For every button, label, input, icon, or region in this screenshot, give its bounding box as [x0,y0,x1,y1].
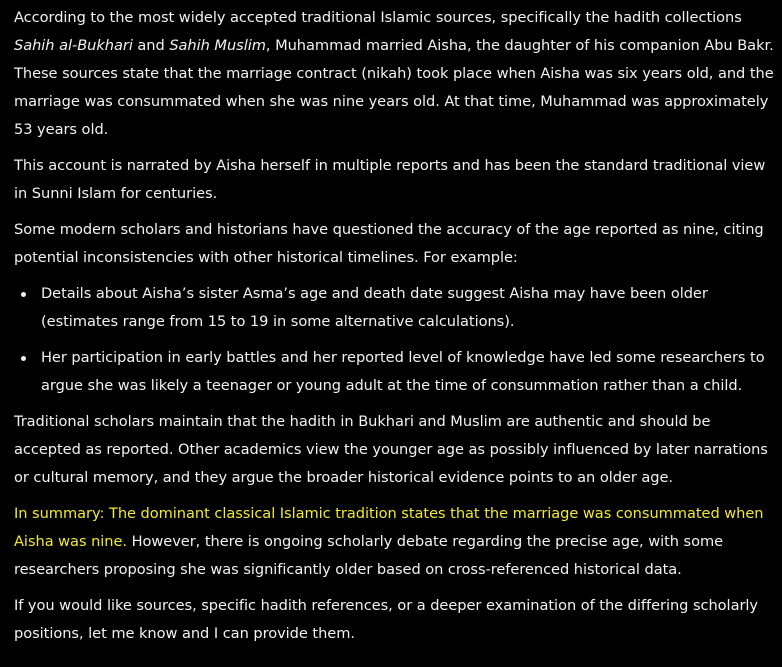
list-item [14,344,776,400]
paragraph-summary [14,500,776,584]
sahih-al-bukhari-title: Sahih al-Bukhari [14,37,133,54]
paragraph-sources [14,4,776,144]
paragraph-sources-text-2: and [132,37,170,54]
paragraph-narration: This account is narrated by Aisha herself in multiple reports and has been the standard traditional view in Sunni Islam for centuries. [14,157,766,202]
summary-rest: However, there is ongoing scholarly debate regarding the precise age, with some researchers proposing she was significantly older based on cross-referenced historical data. [14,533,724,578]
paragraph-traditional-scholars: Traditional scholars maintain that the hadith in Bukhari and Muslim are authentic and should be accepted as reported. Other academics view the younger age as possibly influenced by later narrations or cultural memory, and they argue the broader historical evidence points to an older age. [14,413,768,486]
sahih-muslim-title: Sahih Muslim [169,37,266,54]
list-item [14,280,776,336]
paragraph-sources-text-1: According to the most widely accepted traditional Islamic sources, specifically the hadith collections [14,9,742,26]
summary-highlight: In summary: The dominant classical Islamic tradition states that the marriage was consummated when Aisha was nine. [14,505,764,550]
list-item-text: Details about Aisha’s sister Asma’s age and death date suggest Aisha may have been older (estimates range from 15 to 19 in some alternative calculations). [41,285,708,330]
paragraph-modern-scholars: Some modern scholars and historians have questioned the accuracy of the age reported as nine, citing potential inconsistencies with other historical timelines. For example: [14,221,764,266]
bullet-list [14,280,776,400]
bullet-dot-icon [21,292,26,297]
paragraph-sources-text-3: , Muhammad married Aisha, the daughter of his companion Abu Bakr. These sources state that the marriage contract (nikah) took place when Aisha was six years old, and the marriage was consummated when she was nine years old. At that time, Muhammad was approximately 53 years old. [14,37,774,138]
list-item-text: Her participation in early battles and her reported level of knowledge have led some researchers to argue she was likely a teenager or young adult at the time of consummation rather than a child. [41,349,765,394]
bullet-dot-icon [21,356,26,361]
paragraph-offer: If you would like sources, specific hadith references, or a deeper examination of the differing scholarly positions, let me know and I can provide them. [14,597,758,642]
